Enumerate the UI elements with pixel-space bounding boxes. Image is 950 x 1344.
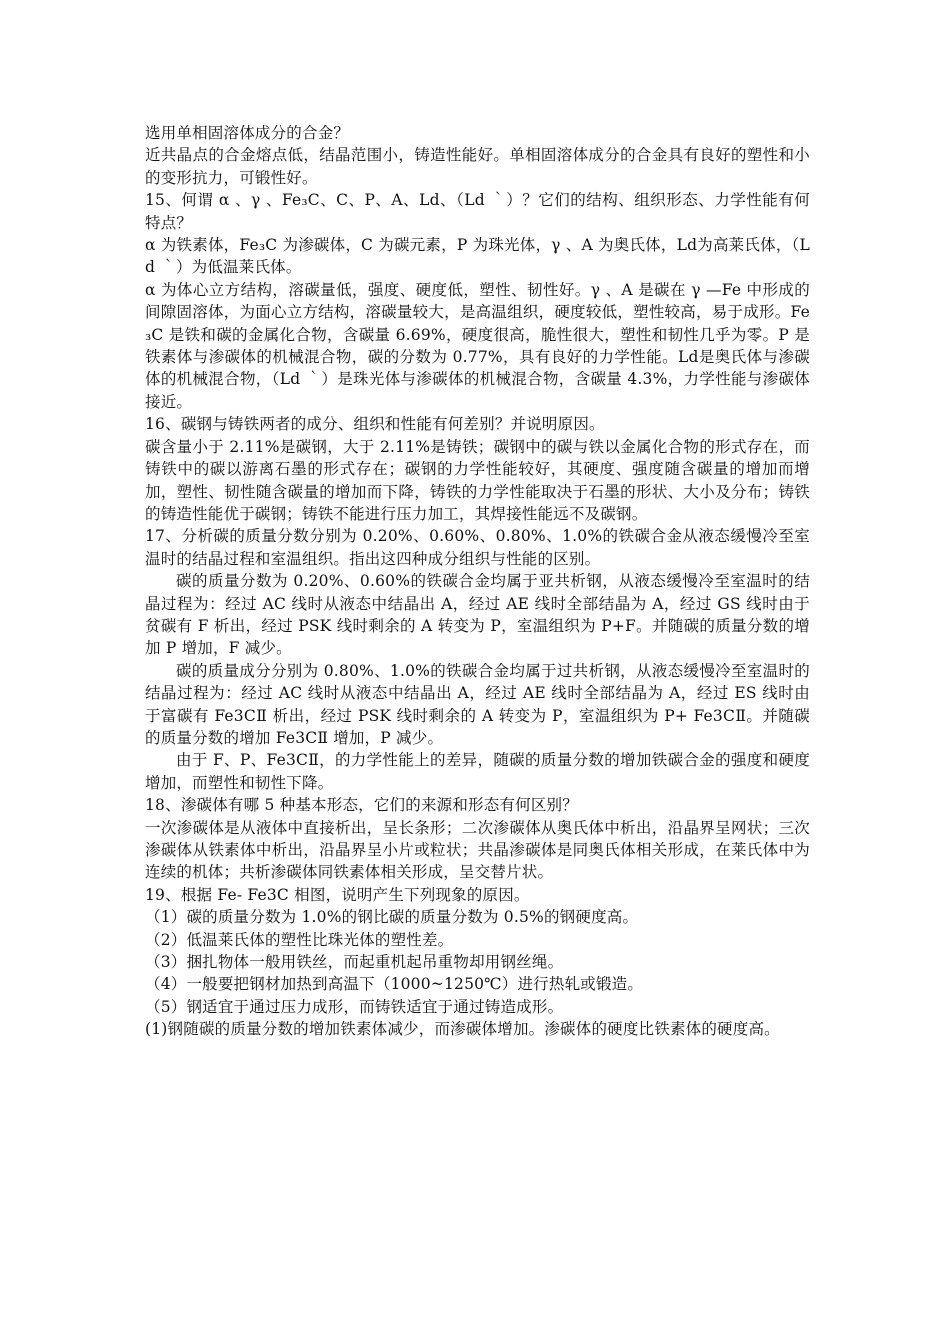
question-18: 18、渗碳体有哪 5 种基本形态，它们的来源和形态有何区别？ (145, 796, 578, 815)
paragraph: 由于 F、P、Fe3CⅡ，的力学性能上的差异，随碳的质量分数的增加铁碳合金的强度和硬度增加，而塑性和韧性下降。 (145, 751, 810, 792)
list-item: （3）捆扎物体一般用铁丝，而起重机起吊重物却用钢丝绳。 (145, 953, 564, 972)
list-item: （5）钢适宜于通过压力成形，而铸铁适宜于通过铸造成形。 (145, 997, 564, 1016)
question-17: 17、分析碳的质量分数分别为 0.20%、0.60%、0.80%、1.0%的铁碳合金从液态缓慢冷至室温时的结晶过程和室温组织。指出这四种成分组织与性能的区别。 (145, 527, 810, 568)
list-item: （1）碳的质量分数为 1.0%的钢比碳的质量分数为 0.5%的钢硬度高。 (145, 908, 639, 927)
paragraph: 近共晶点的合金熔点低，结晶范围小，铸造性能好。单相固溶体成分的合金具有良好的塑性和小的变形抗力，可锻性好。 (145, 146, 810, 187)
paragraph: 一次渗碳体是从液体中直接析出，呈长条形；二次渗碳体从奥氏体中析出，沿晶界呈网状；三次渗碳体从铁素体中析出，沿晶界呈小片或粒状；共晶渗碳体是同奥氏体相关形成，在莱氏体中为连续的机体；共析渗碳体同铁素体相关形成，呈交替片状。 (145, 818, 810, 882)
paragraph: 选用单相固溶体成分的合金？ (145, 124, 350, 142)
question-16: 16、碳钢与铸铁两者的成分、组织和性能有何差别？并说明原因。 (145, 415, 605, 434)
paragraph: α 为铁素体，Fe₃C 为渗碳体，C 为碳元素，P 为珠光体，γ 、A 为奥氏体，Ld为高莱氏体，（Ld ｀）为低温莱氏体。 (145, 236, 810, 277)
answer: (1)钢随碳的质量分数的增加铁素体减少，而渗碳体增加。渗碳体的硬度比铁素体的硬度高。 (145, 1020, 780, 1039)
list-item: （4）一般要把钢材加热到高温下（1000~1250℃）进行热轧或锻造。 (145, 975, 644, 994)
list-item: （2）低温莱氏体的塑性比珠光体的塑性差。 (145, 930, 454, 949)
paragraph: 碳的质量成分分别为 0.80%、1.0%的铁碳合金均属于过共析钢，从液态缓慢冷至室温时的结晶过程为：经过 AC 线时从液态中结晶出 A，经过 AE 线时全部结晶为 A，经过 ES 线时由于富碳有 Fe3CⅡ 析出，经过 PSK 线时剩余的 A 转变为 P，室温组织为 P+ Fe3CⅡ。并随碳的质量分数的增加 Fe3CⅡ 增加，P 减少。 (145, 661, 810, 747)
paragraph: 碳含量小于 2.11%是碳钢，大于 2.11%是铸铁；碳钢中的碳与铁以金属化合物的形式存在，而铸铁中的碳以游离石墨的形式存在；碳钢的力学性能较好，其硬度、强度随含碳量的增加而增加，塑性、韧性随含碳量的增加而下降，铸铁的力学性能取决于石墨的形状、大小及分布；铸铁的铸造性能优于碳钢；铸铁不能进行压力加工，其焊接性能远不及碳钢。 (145, 437, 810, 523)
question-15: 15、何谓 α 、γ 、Fe₃C、C、P、A、Ld、（Ld ｀）？它们的结构、组织形态、力学性能有何特点？ (145, 191, 810, 232)
question-19: 19、根据 Fe- Fe3C 相图，说明产生下列现象的原因。 (145, 885, 530, 904)
document-body (145, 122, 810, 1041)
paragraph: 碳的质量分数为 0.20%、0.60%的铁碳合金均属于亚共析钢，从液态缓慢冷至室温时的结晶过程为：经过 AC 线时从液态中结晶出 A，经过 AE 线时全部结晶为 A，经过 GS 线时由于贫碳有 F 析出，经过 PSK 线时剩余的 A 转变为 P，室温组织为 P+F。并随碳的质量分数的增加 P 增加，F 减少。 (145, 572, 810, 658)
paragraph: α 为体心立方结构，溶碳量低，强度、硬度低，塑性、韧性好。γ 、A 是碳在 γ —Fe 中形成的间隙固溶体，为面心立方结构，溶碳量较大，是高温组织，硬度较低，塑性较高，易于成形。Fe₃C 是铁和碳的金属化合物，含碳量 6.69%，硬度很高，脆性很大，塑性和韧性几乎为零。P 是铁素体与渗碳体的机械混合物，碳的分数为 0.77%，具有良好的力学性能。Ld是奥氏体与渗碳体的机械混合物，（Ld ｀）是珠光体与渗碳体的机械混合物，含碳量 4.3%，力学性能与渗碳体接近。 (145, 280, 810, 411)
